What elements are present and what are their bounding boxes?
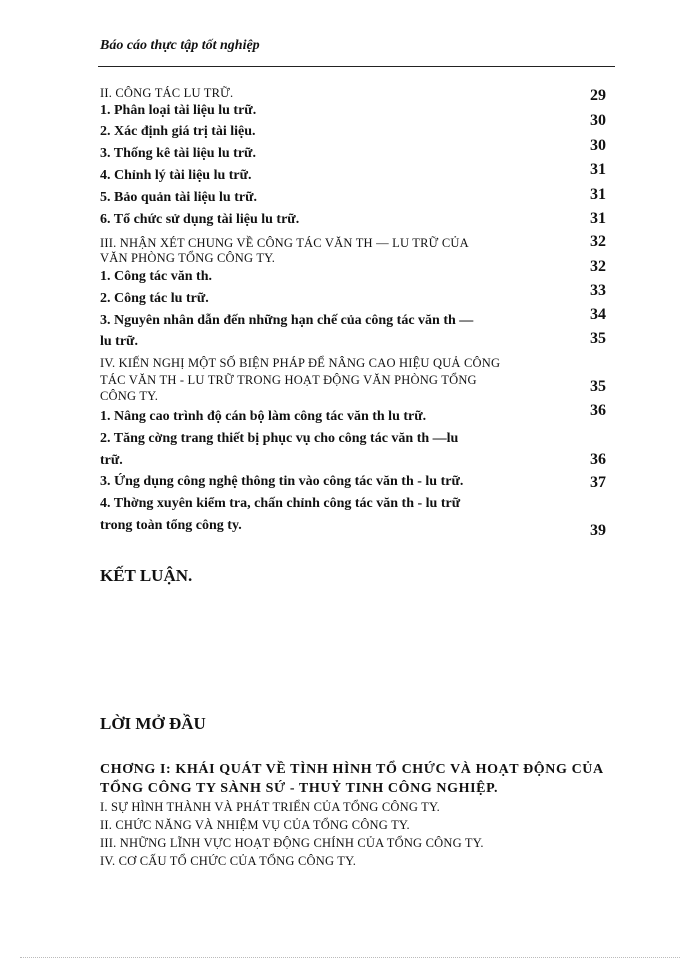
- toc-page-number: 33: [590, 282, 606, 299]
- toc-page-number: 30: [590, 112, 606, 129]
- chapter-item: II. CHỨC NĂNG VÀ NHIỆM VỤ CỦA TỔNG CÔNG TY.: [100, 818, 410, 832]
- toc-entry-text: 2. Xác định giá trị tài liệu.: [100, 124, 256, 139]
- toc-entry-text: TÁC VĂN TH - LU TRỮ TRONG HOẠT ĐỘNG VĂN PHÒNG TỔNG: [100, 373, 477, 387]
- toc-page-number: 34: [590, 306, 606, 323]
- header-rule: [98, 66, 615, 67]
- toc-entry-text: 3. Thống kê tài liệu lu trữ.: [100, 146, 256, 161]
- toc-entry-text: CÔNG TY.: [100, 389, 159, 403]
- toc-entry-text: 3. Nguyên nhân dẫn đến những hạn chế của công tác văn th —: [100, 313, 474, 328]
- toc-entry-text: 1. Nâng cao trình độ cán bộ làm công tác văn th lu trữ.: [100, 409, 427, 424]
- toc-entry-text: II. CÔNG TÁC LU TRỮ.: [100, 86, 234, 100]
- toc-page-number: 36: [590, 451, 606, 468]
- toc-entry-text: VĂN PHÒNG TỔNG CÔNG TY.: [100, 251, 276, 265]
- toc-entry-text: 6. Tổ chức sử dụng tài liệu lu trữ.: [100, 212, 300, 227]
- toc-entry-text: trữ.: [100, 453, 123, 468]
- toc-entry-text: trong toàn tổng công ty.: [100, 518, 242, 533]
- toc-page-number: 35: [590, 378, 606, 395]
- toc-entry-text: 2. Công tác lu trữ.: [100, 291, 209, 306]
- page-header-title: Báo cáo thực tập tốt nghiệp: [100, 38, 260, 53]
- toc-page-number: 31: [590, 161, 606, 178]
- chapter-item: IV. CƠ CẤU TỔ CHỨC CỦA TỔNG CÔNG TY.: [100, 854, 357, 868]
- chapter-item: III. NHỮNG LĨNH VỰC HOẠT ĐỘNG CHÍNH CỦA TỔNG CÔNG TY.: [100, 836, 484, 850]
- chapter-heading-line: CHƠNG I: KHÁI QUÁT VỀ TÌNH HÌNH TỔ CHỨC VÀ HOẠT ĐỘNG CỦA: [100, 762, 604, 777]
- toc-entry-text: 2. Tăng cờng trang thiết bị phục vụ cho công tác văn th —lu: [100, 431, 459, 446]
- toc-page-number: 37: [590, 474, 606, 491]
- chapter-heading-line: TỔNG CÔNG TY SÀNH SỨ - THUỶ TINH CÔNG NGHIỆP.: [100, 781, 499, 796]
- toc-entry-text: 4. Chỉnh lý tài liệu lu trữ.: [100, 168, 252, 183]
- toc-entry-text: 4. Thờng xuyên kiểm tra, chấn chỉnh công tác văn th - lu trữ: [100, 496, 461, 511]
- toc-page-number: 30: [590, 137, 606, 154]
- toc-page-number: 36: [590, 402, 606, 419]
- chapter-item: I. SỰ HÌNH THÀNH VÀ PHÁT TRIỂN CỦA TỔNG CÔNG TY.: [100, 800, 440, 814]
- toc-page-number: 35: [590, 330, 606, 347]
- toc-page-number: 31: [590, 210, 606, 227]
- toc-entry-text: 1. Phân loại tài liệu lu trữ.: [100, 103, 257, 118]
- toc-page-number: 29: [590, 87, 606, 104]
- toc-page-number: 31: [590, 186, 606, 203]
- ket-luan-heading: KẾT LUẬN.: [100, 566, 193, 585]
- toc-entry-text: 3. Ứng dụng công nghệ thông tin vào công tác văn th - lu trữ.: [100, 474, 464, 489]
- toc-entry-text: IV. KIẾN NGHỊ MỘT SỐ BIỆN PHÁP ĐỂ NÂNG CAO HIỆU QUẢ CÔNG: [100, 356, 501, 370]
- page-bottom-border: [20, 957, 680, 958]
- toc-page-number: 39: [590, 522, 606, 539]
- toc-entry-text: III. NHẬN XÉT CHUNG VỀ CÔNG TÁC VĂN TH — LU TRỮ CỦA: [100, 236, 469, 250]
- toc-entry-text: 5. Bảo quản tài liệu lu trữ.: [100, 190, 257, 205]
- loi-mo-dau-heading: LỜI MỞ ĐẦU: [100, 714, 206, 733]
- toc-page-number: 32: [590, 233, 606, 250]
- toc-entry-text: 1. Công tác văn th.: [100, 269, 213, 284]
- toc-page-number: 32: [590, 258, 606, 275]
- toc-entry-text: lu trữ.: [100, 334, 138, 349]
